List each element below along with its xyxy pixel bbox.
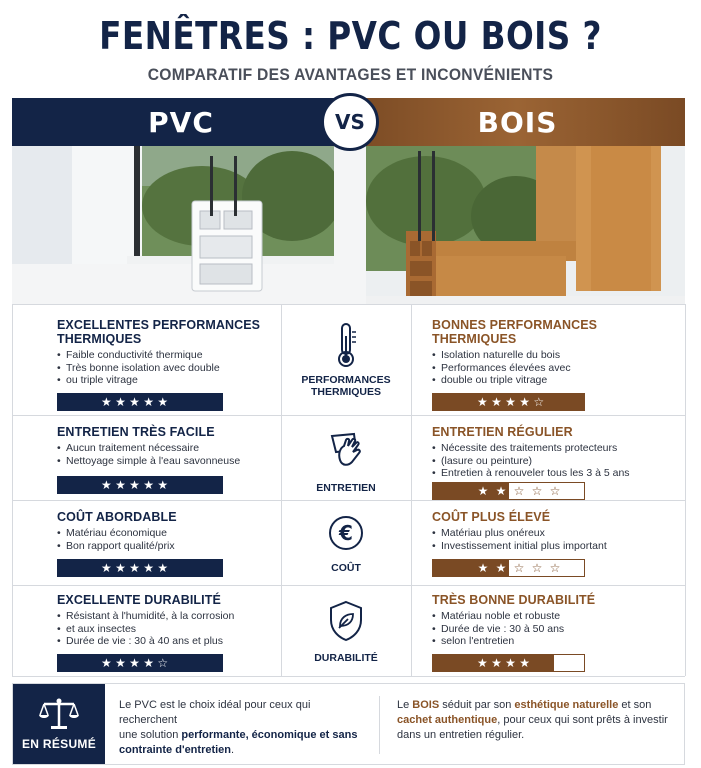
summary-badge (13, 684, 105, 764)
scales-icon (38, 697, 80, 731)
star-rating: ★ ★ ★ ★ ★ (101, 561, 169, 575)
bois-window-photo (366, 146, 685, 304)
bois-summary-text: Le BOIS séduit par son esthétique naturelle et son cachet authentique, pour ceux qui sont prêts à investir dans un entretien régulier. (397, 699, 668, 741)
bois-banner (350, 98, 685, 146)
list-item: • ou triple vitrage (57, 374, 279, 387)
list-item: • et aux insectes (57, 623, 279, 636)
summary-badge-label: EN RÉSUMÉ (21, 737, 97, 751)
list-item: • Très bonne isolation avec double (57, 362, 279, 375)
list-item: • Faible conductivité thermique (57, 349, 279, 362)
pvc-banner-label: PVC (148, 105, 214, 139)
thermometer-icon (333, 322, 359, 368)
maintenance-criterion (281, 430, 411, 494)
summary-panel (12, 683, 685, 765)
thermal-label: PERFORMANCES THERMIQUES (301, 374, 391, 398)
bois-thermal-cell (432, 318, 682, 387)
pvc-durability-title: EXCELLENTE DURABILITÉ (57, 593, 221, 607)
bois-cost-cell (432, 510, 682, 552)
list-item: • double ou triple vitrage (432, 374, 682, 387)
list-item: • Nettoyage simple à l'eau savonneuse (57, 455, 279, 468)
pvc-thermal-list (57, 349, 279, 387)
bois-banner-label: BOIS (477, 105, 558, 139)
pvc-cost-cell (57, 510, 279, 552)
pvc-summary-text: Le PVC est le choix idéal pour ceux qui recherchent une solution performante, économique et sans contrainte d'entretien. (119, 699, 358, 756)
star-rating: ★ ★ ★ ★ (477, 656, 531, 670)
cleaning-hand-icon (326, 430, 366, 470)
row-divider (12, 676, 685, 677)
col-divider (12, 304, 13, 676)
bois-maintenance-title: ENTRETIEN RÉGULIER (432, 425, 573, 439)
pvc-maintenance-list (57, 442, 279, 467)
bois-durability-cell (432, 593, 682, 648)
list-item: • Matériau plus onéreux (432, 527, 682, 540)
summary-divider (379, 696, 380, 754)
bois-maintenance-rating (432, 482, 585, 500)
row-divider (12, 304, 685, 305)
star-rating: ★ ★ ★ ★ ☆ (477, 395, 545, 409)
svg-text:€: € (339, 521, 353, 545)
col-divider (411, 304, 412, 676)
bois-durability-title: TRÈS BONNE DURABILITÉ (432, 593, 596, 607)
pvc-maintenance-rating (57, 476, 223, 494)
list-item: • Durée de vie : 30 à 50 ans (432, 623, 682, 636)
cost-criterion (281, 514, 411, 574)
thermal-criterion (281, 322, 411, 398)
star-rating: ★ ★ ★ ★ ★ (101, 395, 169, 409)
bois-thermal-list (432, 349, 682, 387)
list-item: • (lasure ou peinture) (432, 455, 682, 468)
list-item: • Matériau noble et robuste (432, 610, 682, 623)
bois-cost-rating (432, 559, 585, 577)
list-item: • Aucun traitement nécessaire (57, 442, 279, 455)
star-rating: ★ ★ ★ ★ ★ (101, 478, 169, 492)
pvc-durability-rating (57, 654, 223, 672)
maintenance-label: ENTRETIEN (316, 482, 376, 494)
list-item: • Résistant à l'humidité, à la corrosion (57, 610, 279, 623)
bois-thermal-rating (432, 393, 585, 411)
pvc-durability-list (57, 610, 279, 648)
list-item: • Matériau économique (57, 527, 279, 540)
pvc-thermal-cell (57, 318, 279, 387)
durability-label: DURABILITÉ (314, 652, 378, 664)
photo-divider (334, 146, 366, 304)
pvc-durability-cell (57, 593, 279, 648)
durability-criterion (281, 600, 411, 664)
shield-icon (328, 600, 364, 642)
star-rating: ★ ★ ☆ ☆ ☆ (477, 561, 561, 575)
pvc-cost-rating (57, 559, 223, 577)
pvc-maintenance-title: ENTRETIEN TRÈS FACILE (57, 425, 215, 439)
pvc-cost-list (57, 527, 279, 552)
pvc-cost-title: COÛT ABORDABLE (57, 510, 177, 524)
list-item: • Bon rapport qualité/prix (57, 540, 279, 553)
row-divider (12, 415, 685, 416)
bois-durability-list (432, 610, 682, 648)
page-title: FENÊTRES : PVC OU BOIS ? (99, 14, 602, 58)
pvc-maintenance-cell (57, 425, 279, 467)
star-rating: ★ ★ ★ ★ ☆ (101, 656, 169, 670)
page-subtitle: COMPARATIF DES AVANTAGES ET INCONVÉNIENTS (147, 65, 554, 84)
list-item: • Performances élevées avec (432, 362, 682, 375)
list-item: • Nécessite des traitements protecteurs (432, 442, 682, 455)
col-divider (685, 304, 686, 676)
star-rating: ★ ★ ☆ ☆ ☆ (477, 484, 561, 498)
pvc-thermal-title: EXCELLENTES PERFORMANCES THERMIQUES (57, 318, 261, 346)
bois-durability-rating (432, 654, 585, 672)
list-item: • Durée de vie : 30 à 40 ans et plus (57, 635, 279, 648)
list-item: • Isolation naturelle du bois (432, 349, 682, 362)
euro-icon (327, 514, 365, 552)
row-divider (12, 500, 685, 501)
bois-cost-list (432, 527, 682, 552)
bois-maintenance-cell (432, 425, 682, 480)
list-item: • Entretien à renouveler tous les 3 à 5 ans (432, 467, 682, 480)
bois-cost-title: COÛT PLUS ÉLEVÉ (432, 510, 551, 524)
list-item: • Investissement initial plus important (432, 540, 682, 553)
pvc-thermal-rating (57, 393, 223, 411)
vs-badge: VS (321, 93, 379, 151)
pvc-banner (12, 98, 350, 146)
cost-label: COÛT (331, 562, 361, 574)
pvc-window-photo (12, 146, 334, 304)
bois-maintenance-list (432, 442, 682, 480)
bois-thermal-title: BONNES PERFORMANCES THERMIQUES (432, 318, 598, 346)
row-divider (12, 585, 685, 586)
list-item: • selon l'entretien (432, 635, 682, 648)
